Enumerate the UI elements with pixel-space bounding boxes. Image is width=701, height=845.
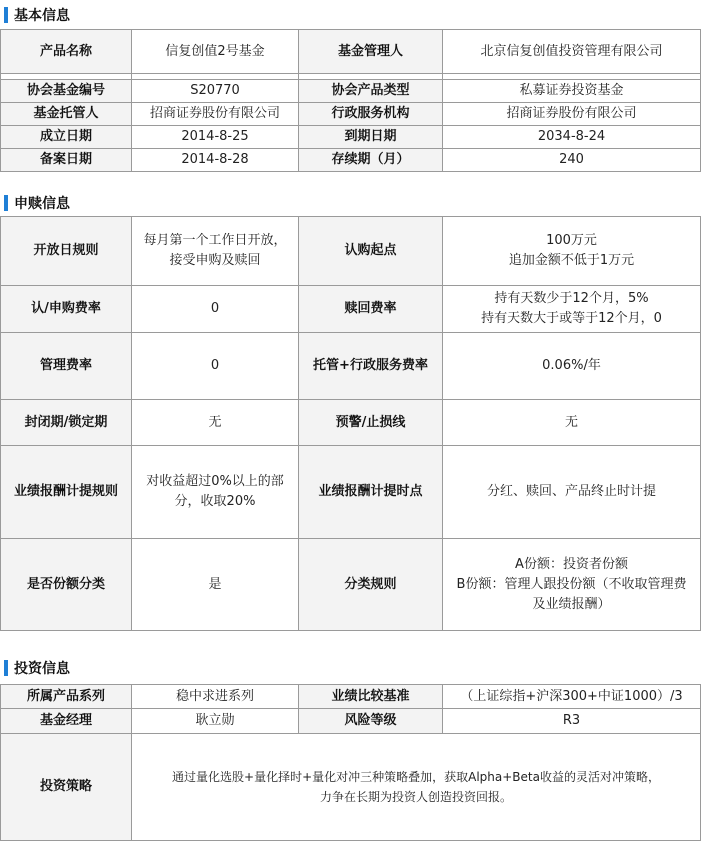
section-marker bbox=[4, 195, 8, 211]
table-row bbox=[1, 217, 701, 286]
perf-rule-line: 分，收取20% bbox=[174, 494, 256, 509]
section-marker bbox=[4, 7, 8, 23]
manager-value: 北京信复创值投资管理有限公司 bbox=[443, 30, 701, 74]
maturity-label: 到期日期 bbox=[299, 126, 443, 149]
sub-fee-value: 0 bbox=[132, 286, 299, 333]
mgmt-fee-value: 0 bbox=[132, 333, 299, 400]
lockup-label: 封闭期/锁定期 bbox=[1, 400, 132, 446]
mgmt-fee-label: 管理费率 bbox=[1, 333, 132, 400]
admin-value: 招商证券股份有限公司 bbox=[443, 103, 701, 126]
fund-manager-value: 耿立勋 bbox=[132, 709, 299, 734]
assoc-code-label: 协会基金编号 bbox=[1, 80, 132, 103]
strategy-label: 投资策略 bbox=[1, 734, 132, 841]
table-row bbox=[1, 333, 701, 400]
redeem-fee-value bbox=[443, 286, 701, 333]
table-row bbox=[1, 709, 701, 734]
product-name-label: 产品名称 bbox=[1, 30, 132, 74]
table-row bbox=[1, 446, 701, 539]
section-header-subscription bbox=[0, 193, 701, 213]
basic-info-table bbox=[0, 29, 701, 172]
perf-rule-label: 业绩报酬计提规则 bbox=[1, 446, 132, 539]
perf-rule-value bbox=[132, 446, 299, 539]
min-sub-value bbox=[443, 217, 701, 286]
custodian-label: 基金托管人 bbox=[1, 103, 132, 126]
section-title-basic: 基本信息 bbox=[14, 8, 70, 24]
table-row bbox=[1, 126, 701, 149]
duration-value: 240 bbox=[443, 149, 701, 172]
filing-value: 2014-8-28 bbox=[132, 149, 299, 172]
table-row bbox=[1, 539, 701, 631]
table-row bbox=[1, 103, 701, 126]
class-rule-value bbox=[443, 539, 701, 631]
perf-time-value: 分红、赎回、产品终止时计提 bbox=[443, 446, 701, 539]
filing-label: 备案日期 bbox=[1, 149, 132, 172]
redeem-fee-line: 持有天数大于或等于12个月，0 bbox=[481, 311, 662, 326]
section-title-subscription: 申赎信息 bbox=[14, 196, 70, 212]
class-rule-line: 及业绩报酬） bbox=[532, 596, 611, 612]
maturity-value: 2034-8-24 bbox=[443, 126, 701, 149]
investment-info-table bbox=[0, 684, 701, 841]
min-sub-line: 100万元 bbox=[546, 233, 597, 248]
section-title-investment: 投资信息 bbox=[14, 661, 70, 677]
class-rule-line: A份额：投资者份额 bbox=[515, 556, 628, 572]
custody-fee-label: 托管+行政服务费率 bbox=[299, 333, 443, 400]
table-row bbox=[1, 734, 701, 841]
redeem-fee-line: 持有天数少于12个月，5% bbox=[494, 291, 649, 306]
sub-fee-label: 认/申购费率 bbox=[1, 286, 132, 333]
class-rule-line: B份额：管理人跟投份额（不收取管理费 bbox=[456, 576, 687, 592]
assoc-code-value: S20770 bbox=[132, 80, 299, 103]
min-sub-label: 认购起点 bbox=[299, 217, 443, 286]
benchmark-value: （上证综指+沪深300+中证1000）/3 bbox=[443, 685, 701, 709]
section-marker bbox=[4, 660, 8, 676]
benchmark-label: 业绩比较基准 bbox=[299, 685, 443, 709]
subscription-info-table bbox=[0, 216, 701, 631]
series-value: 稳中求进系列 bbox=[132, 685, 299, 709]
table-row bbox=[1, 149, 701, 172]
table-row bbox=[1, 80, 701, 103]
duration-label: 存续期（月） bbox=[299, 149, 443, 172]
share-class-label: 是否份额分类 bbox=[1, 539, 132, 631]
manager-label: 基金管理人 bbox=[299, 30, 443, 74]
table-row bbox=[1, 400, 701, 446]
class-rule-label: 分类规则 bbox=[299, 539, 443, 631]
assoc-type-label: 协会产品类型 bbox=[299, 80, 443, 103]
strategy-line: 通过量化选股+量化择时+量化对冲三种策略叠加，获取Alpha+Beta收益的灵活对冲策略， bbox=[172, 770, 660, 784]
redeem-fee-label: 赎回费率 bbox=[299, 286, 443, 333]
fund-manager-label: 基金经理 bbox=[1, 709, 132, 734]
lockup-value: 无 bbox=[132, 400, 299, 446]
table-row bbox=[1, 30, 701, 74]
section-header-basic bbox=[0, 5, 701, 25]
strategy-value bbox=[132, 734, 701, 841]
stoploss-label: 预警/止损线 bbox=[299, 400, 443, 446]
custodian-value: 招商证券股份有限公司 bbox=[132, 103, 299, 126]
min-sub-line: 追加金额不低于1万元 bbox=[508, 253, 635, 268]
perf-time-label: 业绩报酬计提时点 bbox=[299, 446, 443, 539]
section-header-investment bbox=[0, 658, 701, 678]
inception-label: 成立日期 bbox=[1, 126, 132, 149]
product-name-value: 信复创值2号基金 bbox=[132, 30, 299, 74]
risk-label: 风险等级 bbox=[299, 709, 443, 734]
custody-fee-value: 0.06%/年 bbox=[443, 333, 701, 400]
open-rule-line: 每月第一个工作日开放， bbox=[143, 233, 287, 248]
strategy-line: 力争在长期为投资人创造投资回报。 bbox=[319, 790, 512, 804]
inception-value: 2014-8-25 bbox=[132, 126, 299, 149]
assoc-type-value: 私募证券投资基金 bbox=[443, 80, 701, 103]
stoploss-value: 无 bbox=[443, 400, 701, 446]
table-row bbox=[1, 685, 701, 709]
open-rule-label: 开放日规则 bbox=[1, 217, 132, 286]
share-class-value: 是 bbox=[132, 539, 299, 631]
risk-value: R3 bbox=[443, 709, 701, 734]
open-rule-line: 接受申购及赎回 bbox=[169, 253, 261, 268]
perf-rule-line: 对收益超过0%以上的部 bbox=[146, 474, 284, 489]
open-rule-value bbox=[132, 217, 299, 286]
admin-label: 行政服务机构 bbox=[299, 103, 443, 126]
table-row bbox=[1, 286, 701, 333]
series-label: 所属产品系列 bbox=[1, 685, 132, 709]
